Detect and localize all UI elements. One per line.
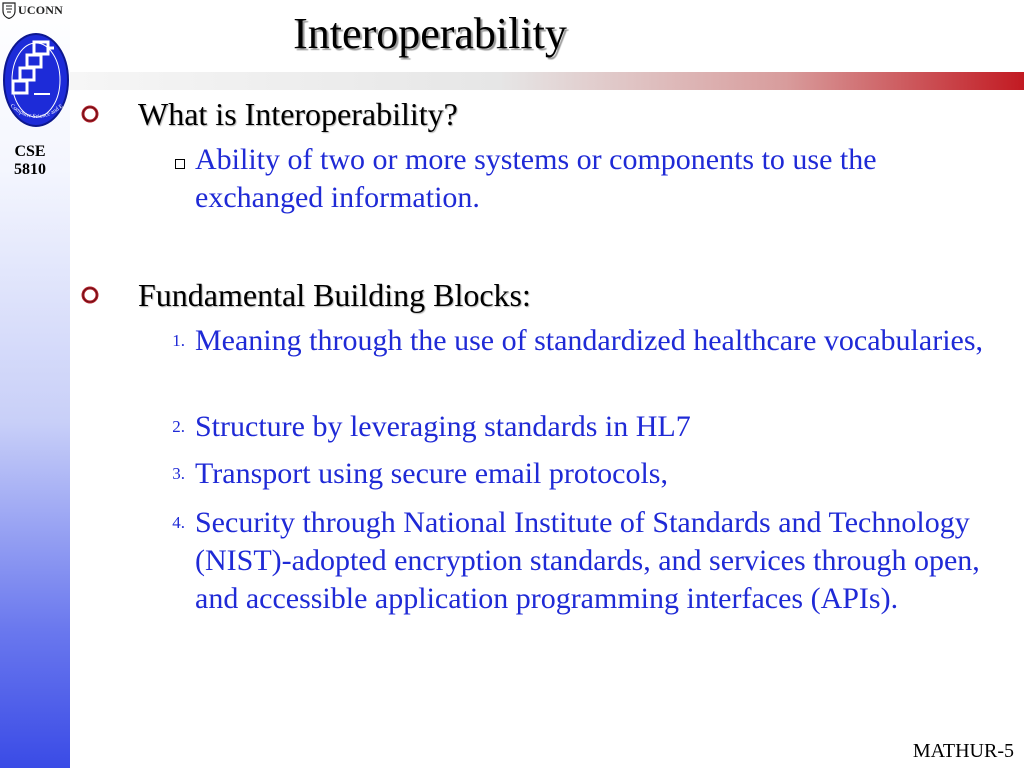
section-heading-text: What is Interoperability? [138,96,458,132]
slide-title: Interoperability [293,9,567,58]
list-item-number: 1. [172,331,185,350]
list-item-number: 3. [172,464,185,483]
logo-ring-text: Computer Science and E [8,103,65,121]
list-item-text: Structure by leveraging standards in HL7 [195,410,691,443]
list-item-number: 2. [172,417,185,436]
list-item-text: Transport using secure email protocols, [195,457,668,490]
list-item-text: Ability of two or more systems or components to use the exchanged information. [195,143,877,214]
slide-footer-label: MATHUR-5 [912,740,1014,762]
course-code-line1: CSE [14,143,46,160]
hollow-circle-bullet-icon [80,104,100,124]
list-item-number: 4. [172,513,185,532]
square-bullet-icon [145,141,185,179]
hollow-circle-bullet-icon [80,285,100,305]
course-code-line2: 5810 [14,161,46,178]
list-item-text: Meaning through the use of standardized healthcare vocabularies, [195,324,984,357]
uconn-label: UCONN [18,3,63,17]
section-heading-text: Fundamental Building Blocks: [138,277,531,313]
list-item-text: Security through National Institute of Standards and Technology (NIST)-adopted encryption standards, and services through open, and accessible application programming interfaces (APIs). [195,506,980,615]
